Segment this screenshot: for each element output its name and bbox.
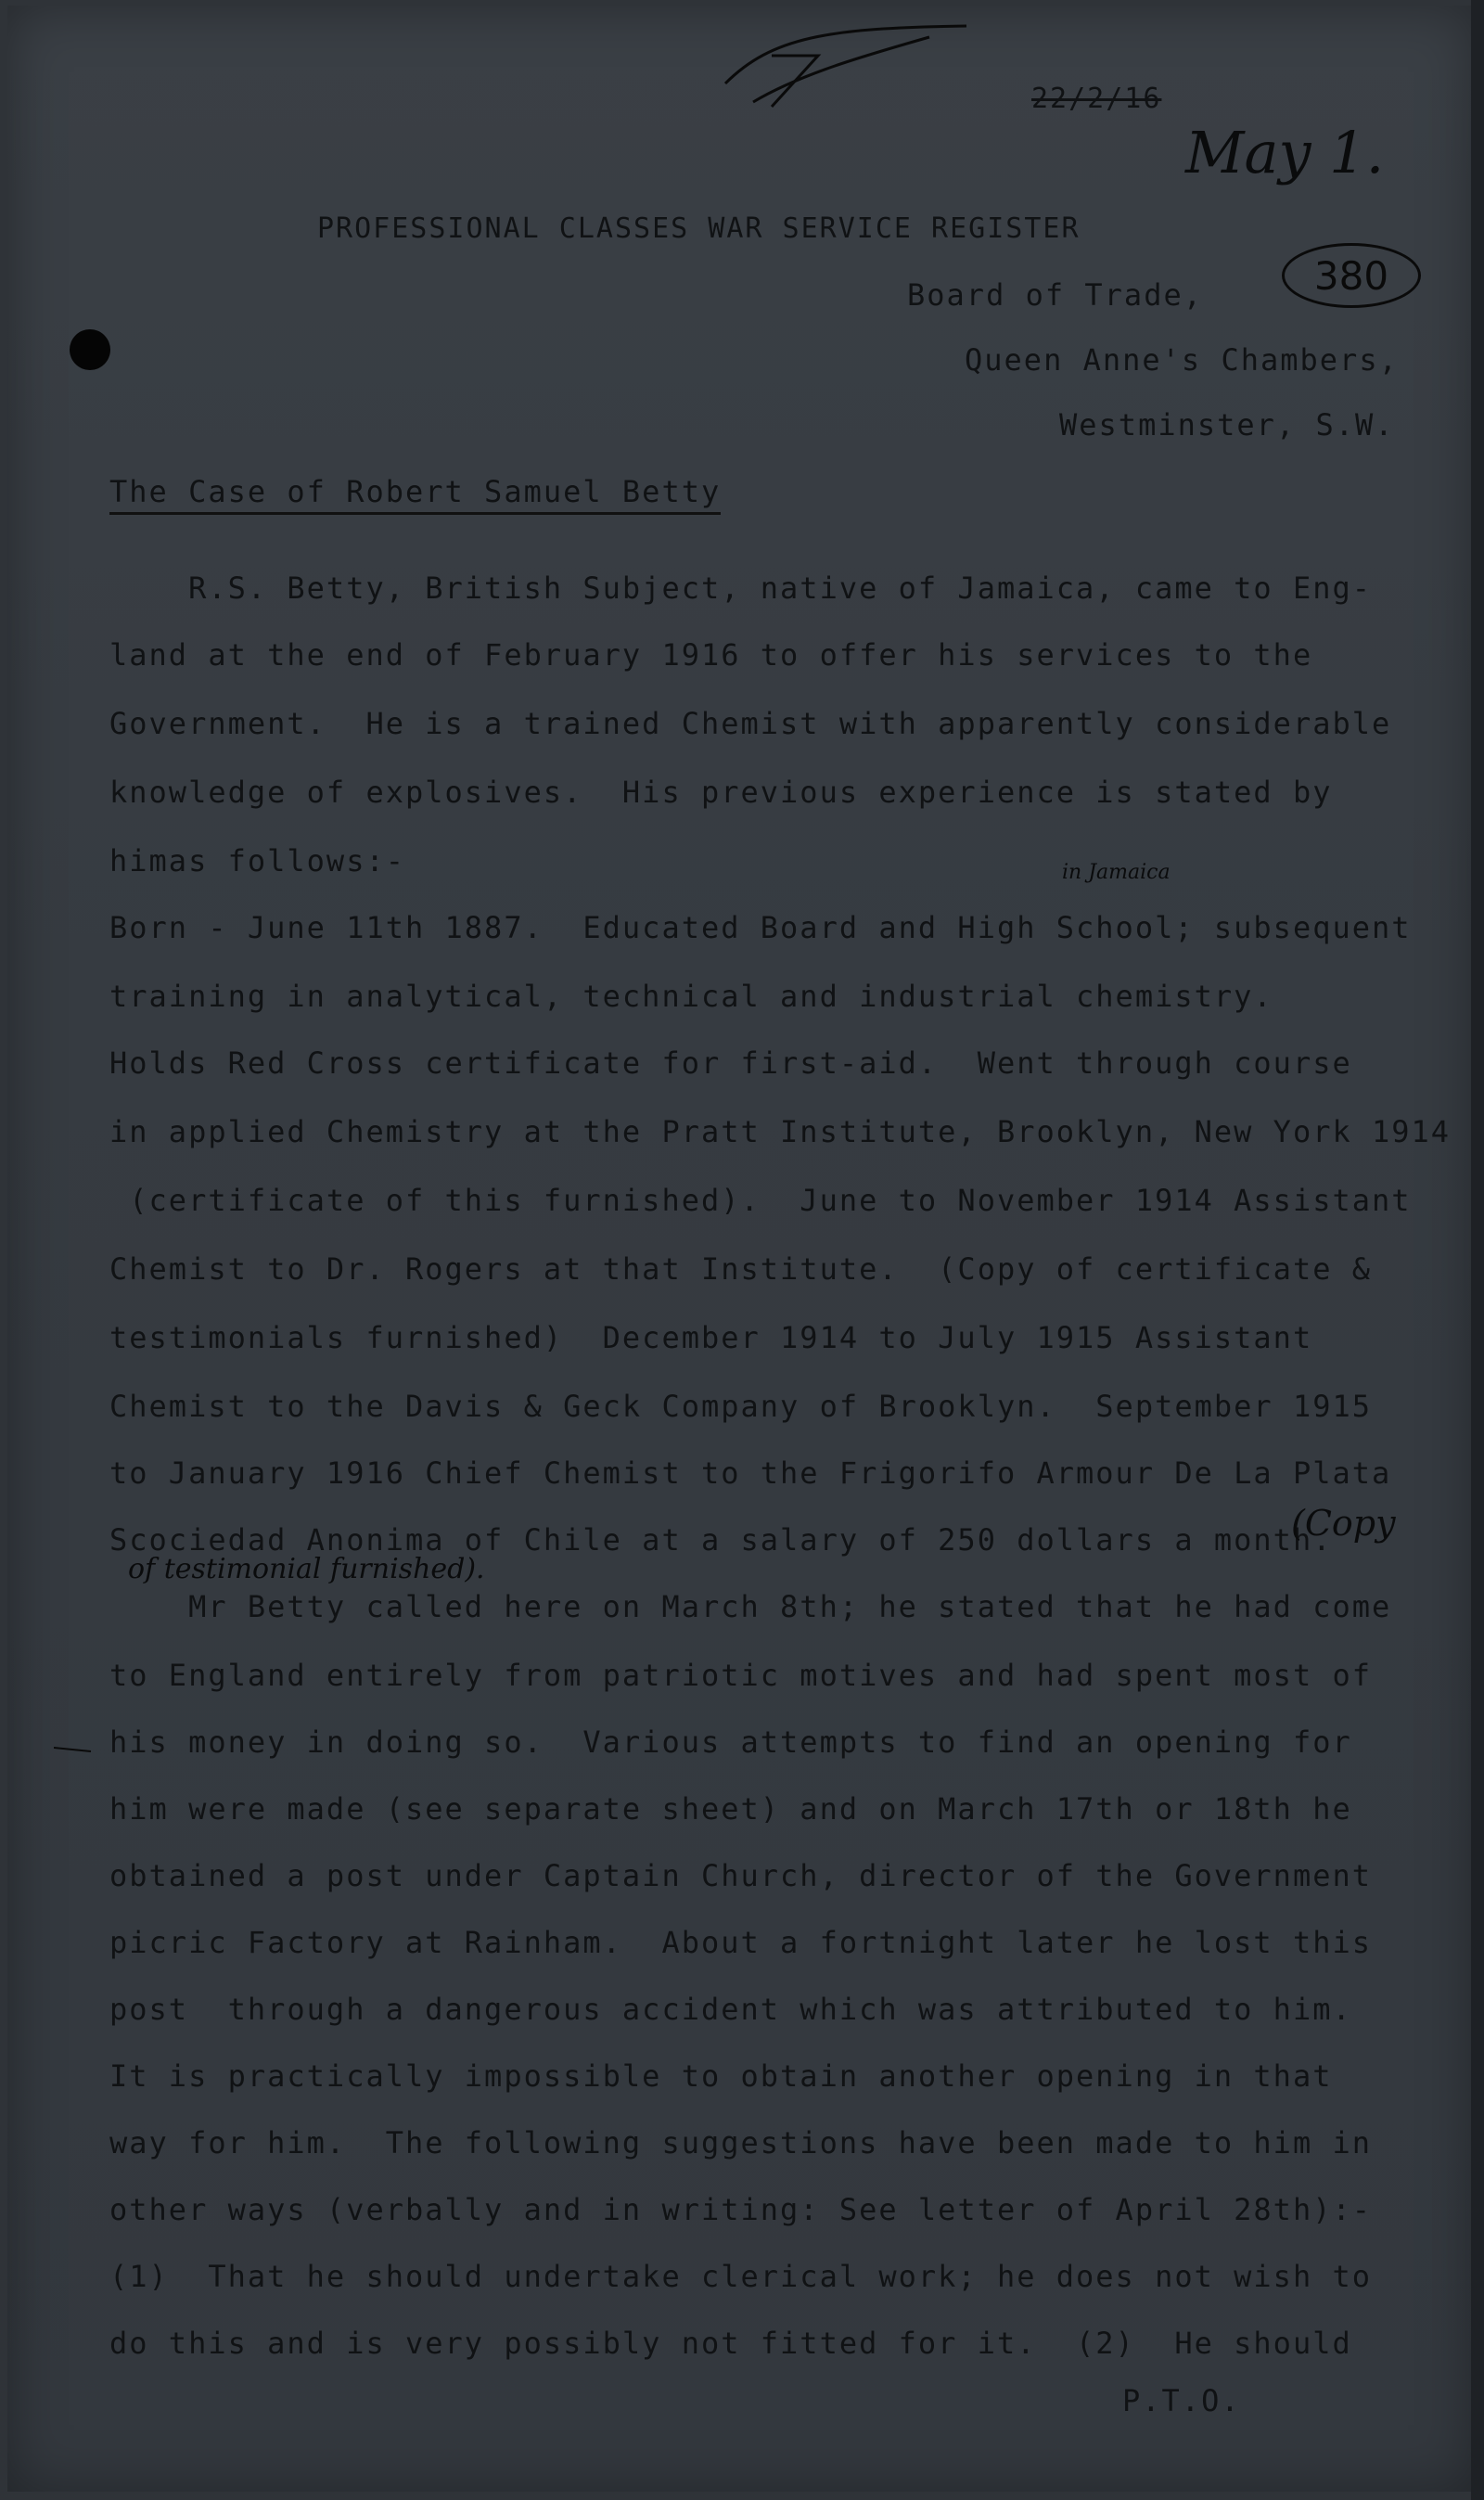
body-line: picric Factory at Rainham. About a fortnight later he lost this [109, 1925, 1372, 1960]
reference-number: 380 [1313, 252, 1389, 299]
body-line: in applied Chemistry at the Pratt Institute, Brooklyn, New York 1914 [109, 1114, 1452, 1149]
body-line: way for him. The following suggestions have been made to him in [109, 2125, 1372, 2160]
handwritten-insert-school: in Jamaica [1062, 861, 1171, 884]
body-line: to January 1916 Chief Chemist to the Frigorifo Armour De La Plata [109, 1455, 1392, 1491]
body-line: to England entirely from patriotic motives and had spent most of [109, 1658, 1372, 1693]
address-line-2: Queen Anne's Chambers, [965, 342, 1399, 378]
reference-number-circle [1282, 243, 1421, 308]
address-line-1: Board of Trade, [907, 277, 1203, 313]
margin-tick-mark [54, 1746, 98, 1753]
body-line: land at the end of February 1916 to offer his services to the [109, 637, 1313, 673]
handwritten-date: May 1. [1185, 119, 1385, 186]
body-line: Chemist to the Davis & Geck Company of Brooklyn. September 1915 [109, 1389, 1372, 1424]
body-line: himas follows:- [109, 843, 405, 878]
body-line: Mr Betty called here on March 8th; he stated that he had come [109, 1589, 1392, 1624]
handwritten-testimonial-note: of testimonial furnished). [128, 1553, 485, 1585]
body-line: R.S. Betty, British Subject, native of Jamaica, came to Eng- [109, 571, 1372, 606]
case-title: The Case of Robert Samuel Betty [109, 477, 721, 515]
body-line: Scociedad Anonima of Chile at a salary of 250 dollars a month. [109, 1522, 1333, 1558]
pencil-scribble-mark [716, 19, 976, 111]
body-line: his money in doing so. Various attempts to find an opening for [109, 1724, 1352, 1760]
body-line: do this and is very possibly not fitted for it. (2) He should [109, 2326, 1352, 2361]
body-line: post through a dangerous accident which was attributed to him. [109, 1992, 1352, 2027]
body-line: Born - June 11th 1887. Educated Board and High School; subsequent [109, 910, 1412, 945]
body-line: Chemist to Dr. Rogers at that Institute. (Copy of certificate & [109, 1251, 1372, 1287]
body-line: training in analytical, technical and industrial chemistry. [109, 979, 1273, 1014]
body-line: (certificate of this furnished). June to November 1914 Assistant [109, 1183, 1412, 1218]
document-page [7, 6, 1475, 2492]
struck-date: 22/2/16 [1031, 83, 1162, 115]
body-line: knowledge of explosives. His previous experience is stated by [109, 775, 1333, 810]
body-line: him were made (see separate sheet) and on March 17th or 18th he [109, 1791, 1352, 1827]
body-line: obtained a post under Captain Church, director of the Government [109, 1858, 1372, 1893]
body-line: (1) That he should undertake clerical work; he does not wish to [109, 2259, 1372, 2294]
body-line: other ways (verbally and in writing: See letter of April 28th):- [109, 2192, 1372, 2227]
body-line: Holds Red Cross certificate for first-aid. Went through course [109, 1045, 1352, 1081]
address-line-3: Westminster, S.W. [1059, 407, 1395, 442]
punch-hole [70, 329, 110, 370]
body-line: Government. He is a trained Chemist with apparently considerable [109, 706, 1392, 741]
page-edge-shadow [1471, 0, 1484, 2500]
body-line: testimonials furnished) December 1914 to July 1915 Assistant [109, 1320, 1313, 1355]
body-line: It is practically impossible to obtain another opening in that [109, 2058, 1333, 2094]
pto-footer: P.T.O. [1122, 2383, 1241, 2418]
handwritten-copy-note: (Copy [1291, 1503, 1396, 1544]
register-title: PROFESSIONAL CLASSES WAR SERVICE REGISTER [317, 212, 1081, 245]
